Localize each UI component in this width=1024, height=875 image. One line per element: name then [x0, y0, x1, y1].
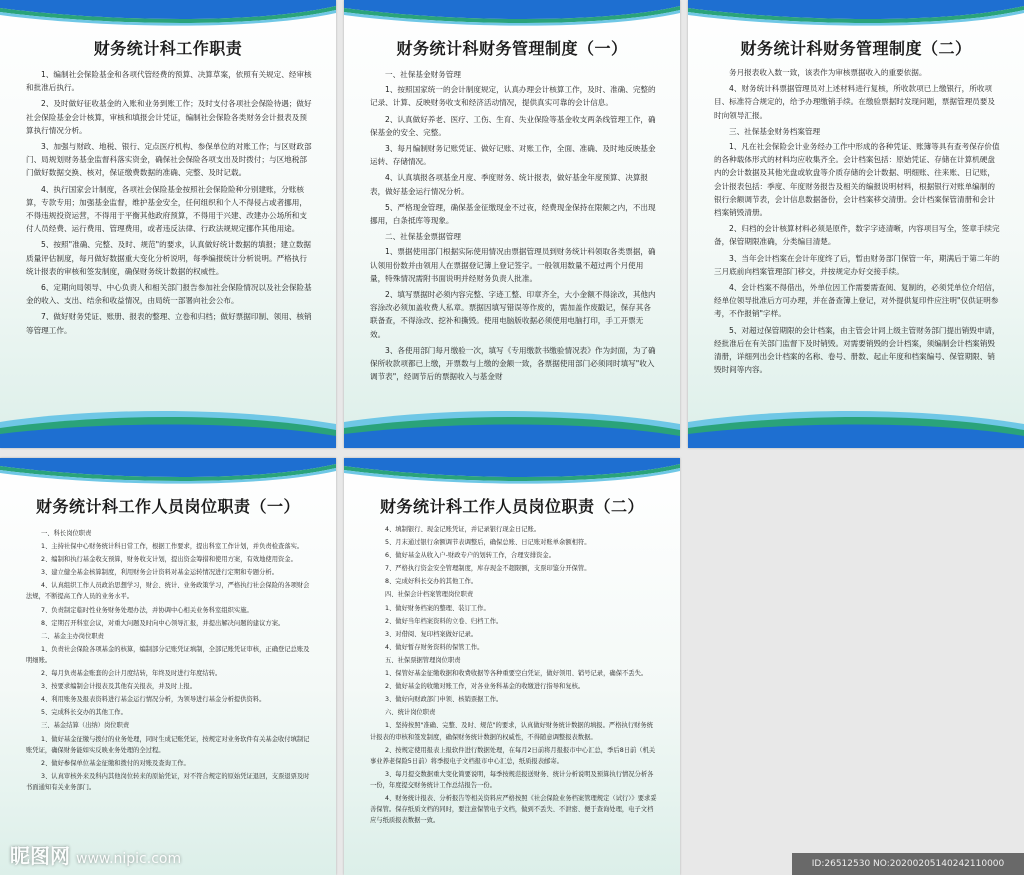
board-title: 财务统计科工作人员岗位职责（一） [35, 497, 300, 516]
paragraph: 务月报表收入数一致，该表作为审核票据收入的重要依据。 [729, 68, 927, 77]
paragraph: 8、完成好科长交办的其他工作。 [385, 578, 478, 586]
paragraph: 3、认真审核外来及科内其他岗位转来的原始凭证，对不符合规定的原始凭证退回，支票退票及时书面通知有关业务部门。 [26, 772, 310, 791]
paragraph: 1、主持社保中心财务统计科日常工作，根据工作要求，提出科室工作计划，并负责检查落实。 [41, 543, 304, 551]
paragraph: 3、对借阅、复印档案做好记录。 [385, 630, 478, 638]
paragraph: 7、负责制定临时性业务财务处理办法，并协调中心相关业务科室组织实施。 [41, 606, 253, 614]
paragraph: 4、会计档案不得借出，外单位因工作需要需查阅、复制的，必须凭单位介绍信，经单位领导批准后方可办理，并在备查簿上登记，对外提供复印件应注明"仅供证明参考，不作报销"字样。 [714, 283, 1000, 319]
paragraph: 2、认真做好养老、医疗、工伤、生育、失业保险等基金收支两条线管理工作，确保基金的安全、完整。 [370, 114, 656, 137]
paragraph: 1、编制社会保险基金和各项代管经费的预算、决算草案，依照有关规定、经审核和批准后执行。 [26, 70, 312, 93]
paragraph: 3、每月编制财务记账凭证、做好记账、对账工作，全面、准确、及时地反映基金运转、存储情况。 [370, 144, 656, 167]
paragraph: 1、坚持按照"准确、完整、及时、规范"的要求，认真做好财务统计数据的填报。严格执行财务统计报表的审核和签发制度，确保财务统计数据的权威性，不得随意调整报表数据。 [370, 722, 653, 741]
paragraph: 6、定期向局领导、中心负责人和相关部门报告参加社会保险情况以及社会保险基金的收入、支出、结余和收益情况，由局统一部署向社会公布。 [26, 283, 312, 306]
paragraph: 1、保管好基金征缴收据和收费收据等各种重要空白凭证，做好领用、销号记录，确保不丢失。 [385, 670, 648, 678]
paragraph: 3、按要求编制会计报表及其他有关报表，并及时上报。 [41, 683, 197, 691]
board-finance-rules-2 [688, 0, 1024, 448]
paragraph: 2、做好参保单位基金征缴和拨付的对账及查询工作。 [41, 759, 190, 767]
paragraph: 1、票据使用部门根据实际使用情况由票据管理员到财务统计科领取各类票据，确认领用份数并由领用人在票据登记簿上登记签字。一般领用数量不超过两个月使用量，特殊情况需附书面说明并经财务负责人批准。 [370, 247, 656, 283]
paragraph: 2、做好当年档案资料的立卷、归档工作。 [385, 617, 503, 625]
paragraph: 6、做好基金从收入户-财政专户的划转工作，合理安排资金。 [385, 552, 555, 560]
paragraph: 5、严格现金管理，确保基金征缴现金不过夜，经费现金保持在限额之内，不出现挪用，白条抵库等现象。 [370, 202, 656, 226]
paragraph: 2、填写票据时必须内容完整、字迹工整、印章齐全，大小金额不得涂改，其他内容涂改必须加盖收费人私章。票据因填写错误等作废的，需加盖作废戳记，保存其各联备查，不得涂改、挖补和撕毁。使用电脑版收据必须使用电脑打印，手工开票无效。 [370, 290, 656, 339]
paragraph: 2、编制和执行基金收支预算，财务收支计划，提出资金筹措和使用方案，有效地使用资金。 [41, 556, 297, 564]
board-body [370, 66, 658, 386]
board-title: 财务统计科财务管理制度（二） [740, 39, 972, 58]
paragraph: 5、按照"准确、完整、及时、规范"的要求，认真做好统计数据的填报；建立数据质量评估制度，每月做好数据重大变化分析说明，每季编报统计分析说明。严格执行统计报表的审核和签发制度，确保财务统计数据的权威性。 [26, 240, 312, 276]
paragraph: 4、做好暂存财务资料的保管工作。 [385, 643, 484, 651]
board-staff-duties-2 [344, 458, 680, 875]
board-body [714, 66, 1002, 379]
board-title: 财务统计科工作职责 [93, 39, 243, 58]
section-heading: 一、科长岗位职责 [41, 530, 92, 537]
paragraph: 4、认真填报各项基金月度、季度财务、统计报表，做好基金年度预算、决算报表，做好基金运行情况分析。 [370, 173, 649, 196]
board-body [26, 68, 314, 340]
paragraph: 1、凡在社会保险会计业务经办工作中形成的各种凭证、账簿等具有查考保存价值的各种载体形式的材料均应收集齐全。会计档案包括：原始凭证、存储在计算机硬盘内的会计数据及其他光盘或软盘等介质存储的会计数据、明细账、往来账、日记账，会计报表包括：季度、年度财务报告及相关的编报说明材料，根据银行对账单编制的银行余额调节表，会计信息数据备份，会计档案移交清册。会计档案保管清册和会计档案销毁清册。 [714, 142, 1000, 218]
paragraph: 3、加强与财政、地税、银行、定点医疗机构、参保单位的对账工作；与区财政部门、局规划财务基金监督科落实资金，确保社会保险各项支出及时拨付；与区地税部门做好数据交换、核对，保证缴费数据的准确、完整、及时记载。 [26, 142, 312, 178]
bottom-wave-decoration [344, 404, 680, 448]
board-staff-duties-1 [0, 458, 336, 875]
paragraph: 4、财务统计报表、分析报告等相关资料应严格按照《社会保险业务档案管理规定（试行）》要求妥善保管。保存纸质文档的同时，要注意保管电子文档，做到不丢失、不泄密、便于查询处理，电子文档应与纸质报表数据一致。 [370, 794, 657, 825]
paragraph: 2、做好基金的收缴对账工作，对各业务科基金的收缴进行指导和复核。 [385, 683, 585, 691]
paragraph: 1、做好财务档案的整理、装订工作。 [385, 604, 490, 612]
watermark-brand: 昵图网 [10, 844, 70, 868]
paragraph: 3、做好向财政部门申领、核销票据工作。 [385, 696, 503, 704]
paragraph: 3、建立健全基金核算制度，利用财务会计资料对基金运转情况进行定期和专题分析。 [41, 569, 278, 577]
board-body [26, 526, 314, 795]
section-heading: 四、社保会计档案管理岗位职责 [385, 591, 474, 599]
paragraph: 1、负责社会保险各项基金的核算，编制部分记账凭证填制，全部记账凭证审核，正确登记总账及明细账。 [26, 645, 310, 664]
board-title: 财务统计科工作人员岗位职责（二） [379, 497, 644, 516]
section-heading: 一、社保基金财务管理 [385, 70, 461, 79]
paragraph: 2、每月负责基金账套的会计月度结转，年终及时进行年度结转。 [41, 670, 222, 678]
section-heading: 五、社保票据管理岗位职责 [385, 656, 461, 664]
paragraph: 2、归档的会计核算材料必须是原件，数字字迹清晰，内容项目写全，签章手续完备，保管期限准确，分类编目清楚。 [714, 224, 1000, 247]
paragraph: 1、按照国家统一的会计制度规定，认真办理会计核算工作，及时、准确、完整的记录、计算、反映财务收支和经济活动情况，提供真实可靠的会计信息。 [370, 85, 656, 108]
paragraph: 7、做好财务凭证、账册、报表的整理、立卷和归档；做好票据印制、领用、核销等管理工作。 [26, 312, 312, 335]
paragraph: 5、月末通过银行余额调节表调整后，确保总账、日记账对账单余额相符。 [385, 539, 591, 547]
paragraph: 5、完成科长交办的其他工作。 [41, 709, 127, 717]
paragraph: 2、及时做好征收基金的入账和业务到账工作；及时支付各项社会保险待遇；做好社会保险基金会计核算，审核和填报会计凭证，编制社会保险各类财务会计报表及预算执行情况分析。 [26, 99, 312, 135]
paragraph: 4、认真组织工作人员政治思想学习，财会、统计、业务政策学习，严格执行社会保险的各项财会法规，不断提高工作人员的业务水平。 [26, 582, 310, 601]
image-id-bar: ID:26512530 NO:20200205140242110000 [792, 853, 1024, 875]
paragraph: 8、定期召开科室会议，对重大问题及时向中心领导汇报，并提出解决问题的建议方案。 [41, 619, 285, 627]
board-finance-rules-1 [344, 0, 680, 448]
bottom-wave-decoration [0, 404, 336, 448]
top-wave-decoration [688, 0, 1024, 26]
top-wave-decoration [344, 458, 680, 484]
board-body [370, 524, 658, 828]
section-heading: 三、基金结算（出纳）岗位职责 [41, 722, 130, 730]
top-wave-decoration [0, 0, 336, 26]
top-wave-decoration [0, 458, 336, 484]
paragraph: 3、各使用部门每月缴验一次，填写《专用缴款书缴验情况表》作为封面，为了确保所收款项都已上缴，开票数与上缴的金额一致，各票据使用部门必须同时填写"收入调节表"，经调节后的票据收入与基金财 [370, 345, 656, 382]
bottom-wave-decoration [688, 404, 1024, 448]
paragraph: 4、财务统计科票据管理员对上述材料进行复核，所收款项已上缴银行，所收项目、标准符合规定的，给予办理缴销手续。在缴验票据时发现问题，票据管理员要及时向领导汇报。 [714, 84, 995, 120]
paragraph: 4、执行国家会计制度，各项社会保险基金按照社会保险险种分别建账，分账核算，专款专用；加强基金监督，维护基金安全，任何组织和个人不得侵占或者挪用，不得违规投资运营，不得用于平衡其他政府预算，不得用于兴建、改建办公场所和支付人员经费、运行费用、管理费用，或者违反法律、行政法规规定挪作其他用途。 [26, 184, 307, 234]
watermark-url: www.nipic.com [76, 851, 182, 867]
paragraph: 5、对超过保管期限的会计档案，由主管会计同上级主管财务部门提出销毁申请，经批准后在有关部门监督下及时销毁。对需要销毁的会计档案，须编制会计档案销毁清册，详细列出会计档案的名称、卷号、册数、起止年度和档案编号、保管期限、销毁时间等内容。 [714, 325, 1000, 375]
board-work-duties [0, 0, 336, 448]
top-wave-decoration [344, 0, 680, 26]
site-watermark [10, 840, 181, 869]
paragraph: 1、做好基金征缴与拨付的业务处理，同时生成记账凭证，按规定对业务软件有关基金收付填制记账凭证，确保财务能如实反映业务处理的全过程。 [26, 735, 310, 754]
board-title: 财务统计科财务管理制度（一） [396, 39, 628, 58]
paragraph: 4、填制银行、现金记账凭证，并记录银行现金日记账。 [385, 526, 541, 533]
section-heading: 六、统计岗位职责 [385, 709, 436, 717]
paragraph: 4、利用账务及报表资料进行基金运行情况分析，为领导进行基金分析提供资料。 [41, 696, 266, 704]
paragraph: 7、严格执行资金安全管理制度，库存现金不超限额，支票印鉴分开保管。 [385, 565, 591, 573]
paragraph: 3、当年会计档案在会计年度终了后，暂由财务部门保管一年，期满后于第二年的三月底前向档案管理部门移交，并按规定办好交接手续。 [714, 253, 1000, 276]
section-heading: 二、社保基金票据管理 [385, 232, 461, 242]
section-heading: 三、社保基金财务档案管理 [729, 126, 821, 136]
paragraph: 2、按规定使用报表上报软件进行数据处理，在每月2日前将月报报市中心汇总，季后8日前（机关事业养老保险5日前）将季报电子文档报市中心汇总，纸质报表邮寄。 [370, 746, 656, 765]
paragraph: 3、每月提交数据重大变化简要说明，每季按规范报送财务、统计分析说明及预算执行情况分析各一份，年度提交财务统计工作总结报告一份。 [370, 770, 654, 789]
section-heading: 二、基金主办岗位职责 [41, 632, 104, 640]
